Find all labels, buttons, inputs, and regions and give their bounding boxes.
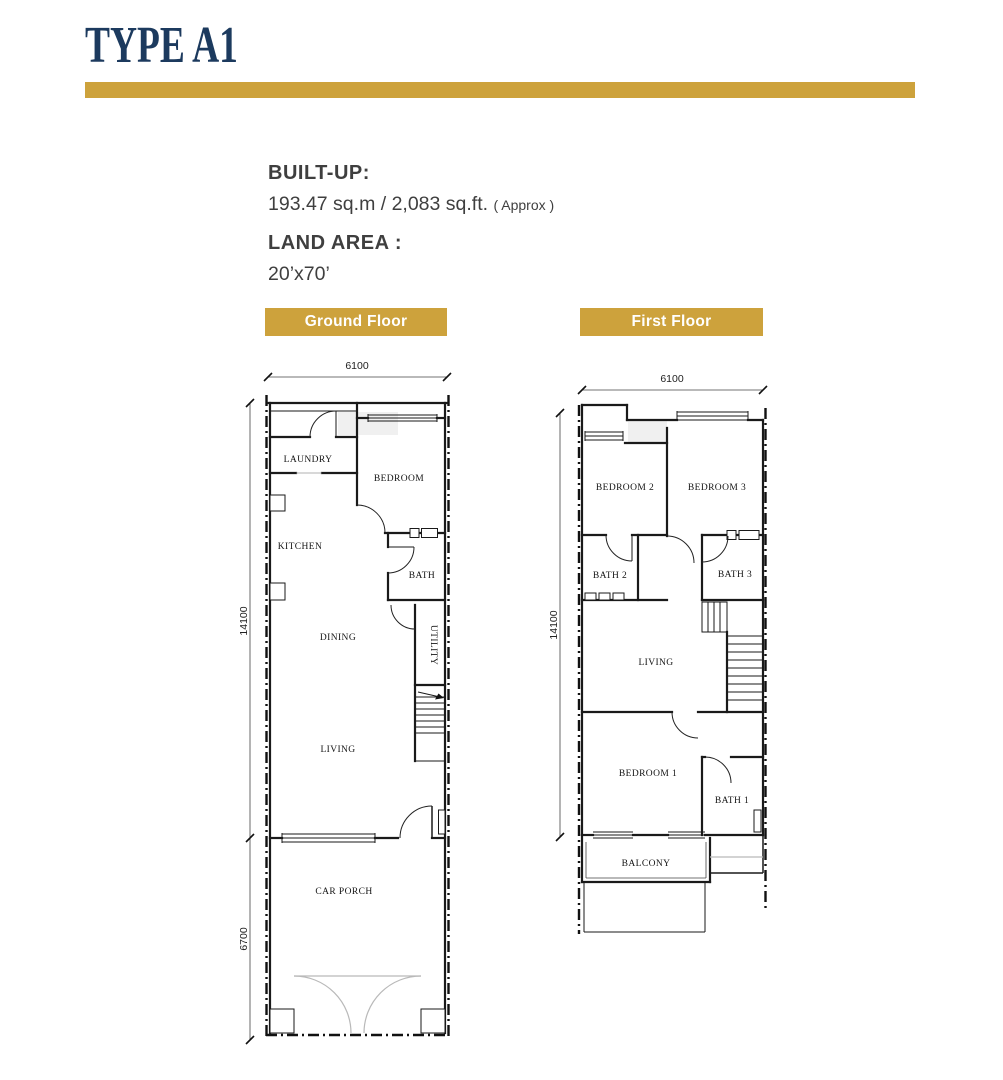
ground-dim-porch: 6700 (238, 927, 250, 951)
room-label-laundry: LAUNDRY (283, 455, 333, 465)
bath2-door-arc (606, 535, 632, 561)
front-door-arc (400, 806, 432, 838)
bedroom-door-arc (357, 505, 385, 533)
room-label-bath3: BATH 3 (717, 570, 753, 580)
gate-arc-left (294, 976, 351, 1033)
built-up-approx: ( Approx ) (493, 197, 555, 213)
land-area-value: 20’x70’ (268, 263, 330, 285)
room-label-bedroom3: BEDROOM 3 (687, 483, 747, 493)
room-label-bath: BATH (408, 571, 436, 581)
built-up-number: 193.47 sq.m / 2,083 sq.ft. (268, 193, 489, 215)
built-up-label: BUILT-UP: (268, 162, 370, 184)
room-label-balcony: BALCONY (621, 859, 671, 869)
gate-arc-right (364, 976, 421, 1033)
tab-first-floor[interactable]: First Floor (580, 308, 763, 336)
page-title: TYPE A1 (85, 17, 238, 74)
room-label-dining: DINING (319, 633, 357, 643)
bath-door-arc (388, 547, 414, 573)
staircase (702, 602, 763, 712)
room-label-car-porch: CAR PORCH (315, 887, 373, 897)
room-label-bedroom2: BEDROOM 2 (595, 483, 655, 493)
built-up-value (268, 193, 554, 216)
bath3-door-arc (702, 536, 728, 562)
land-area-label: LAND AREA : (268, 232, 403, 254)
room-label-living: LIVING (638, 658, 674, 668)
utility-door-arc (391, 605, 415, 629)
room-label-kitchen: KITCHEN (277, 542, 323, 552)
bedroom3-door-arc (667, 536, 694, 563)
staircase (415, 692, 445, 761)
gold-divider-bar (85, 82, 915, 98)
ground-dim-depth: 14100 (238, 606, 250, 636)
ground-floor-plan (238, 355, 468, 1065)
room-label-bedroom1: BEDROOM 1 (618, 769, 678, 779)
entry-door-arc (310, 411, 336, 437)
first-floor-plan (548, 368, 798, 948)
tab-ground-floor[interactable]: Ground Floor (265, 308, 447, 336)
room-label-utility: UTILITY (428, 624, 438, 666)
room-label-bath2: BATH 2 (592, 571, 628, 581)
first-dim-width: 6100 (660, 373, 684, 385)
bath1-door-arc (705, 757, 731, 783)
bedroom1-door-arc (672, 712, 698, 738)
first-dim-depth: 14100 (548, 610, 560, 640)
room-label-living: LIVING (320, 745, 356, 755)
room-label-bedroom: BEDROOM (373, 474, 425, 484)
room-label-bath1: BATH 1 (714, 796, 750, 806)
ground-dim-width: 6100 (345, 360, 369, 372)
